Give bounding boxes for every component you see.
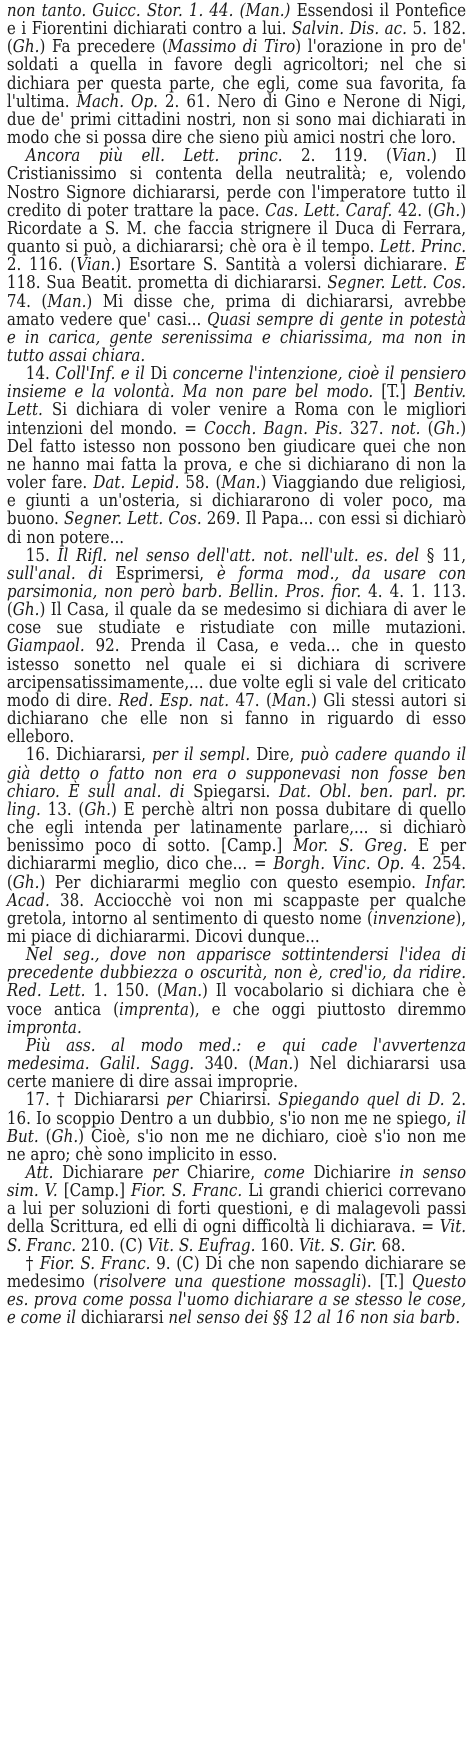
text-run: ) E perchè altri non possa dubitare di quello che egli intenda per latinamente parlare,... si dichiarò benissimo poco di sotto. [Camp.] (6, 799, 467, 857)
italic-text-run: concerne l'intenzione, cioè il pensiero insieme e la volontà. Ma non pare bel modo. (6, 364, 467, 403)
italic-text-run: Vit. S. Eufrag. (147, 1235, 256, 1256)
italic-text-run: Man. (271, 690, 311, 711)
text-run: 14. (25, 364, 56, 385)
italic-text-run: come (263, 1163, 305, 1183)
paragraph-note-seg (7, 946, 466, 1037)
italic-text-run: Dat. Obl. ben. parl. pr. ling. (6, 781, 467, 820)
text-run: ) Esortare S. Santità a volersi dichiarare. (115, 255, 456, 276)
italic-text-run: per il sempl. (152, 745, 251, 766)
italic-text-run: Coll'Inf. e il (55, 364, 145, 385)
text-run: Li grandi chierici correvano a lui per soluzioni di forti questioni, e di malagevoli passi della Scrittura, ed elli di ogni difficoltà li dichiarava. = (6, 1181, 467, 1238)
text-run: ) Del fatto istesso non possono ben giudicare quei che non ne hanno mai fatta la prova, e che si dichiarano di non la voler fare. (6, 418, 467, 494)
paragraph-2 (7, 147, 466, 365)
text-run: 4. 4. 1. 113. ( (6, 582, 467, 621)
italic-text-run: Lett. Princ. (379, 237, 467, 258)
italic-text-run: Quasi sempre di gente in potestà e in carica, gente serenissima e chiarissima, ma non in tutto assai chiara. (6, 309, 467, 366)
italic-text-run: sull'anal. di (6, 563, 103, 584)
italic-text-run: Gh. (51, 1126, 79, 1147)
italic-text-run: Man. (254, 1054, 294, 1075)
text-run: 16. Dichiararsi, (25, 745, 153, 766)
text-run: ( (420, 418, 434, 439)
text-run: 2. 61. Nero di Gino e Nerone di Nigi, due de' primi cittadini nostri, non si sono mai dichiarati in modo che si possa dire che sieno più amici nostri che loro. (6, 91, 467, 149)
italic-text-run: impronta. (6, 1017, 82, 1038)
text-run: ) Mi disse che, prima di dichiararsi, avrebbe amato vedere que' casi... (6, 291, 467, 330)
text-run: Spiegarsi. (184, 781, 279, 802)
italic-text-run: Segner. Lett. Cos. (327, 273, 467, 294)
italic-text-run: nel senso dei §§ 12 al 16 non sia barb. (168, 1308, 461, 1329)
italic-text-run: Fior. S. Franc. (130, 1181, 243, 1202)
italic-text-run: Gh. (84, 799, 111, 820)
italic-text-run: Cas. Lett. Caraf. (265, 200, 393, 221)
italic-text-run: Ancora più ell. Lett. princ. (25, 146, 283, 167)
italic-text-run: Nel seg., dove non apparisce sottintendersi l'idea di precedente dubbiezza o oscurità, non è, cred'io, da ridire. Red. Lett. (6, 945, 467, 1002)
text-run: ( (38, 1126, 52, 1147)
paragraph-fior (7, 1255, 466, 1328)
italic-text-run: Gh. (12, 37, 40, 58)
italic-text-run: Il Rifl. nel senso dell'att. not. nell'ult. es. del (57, 545, 420, 566)
text-run: 5. 182. ( (6, 19, 467, 58)
text-run: 269. Il Papa... con essi si dichiarò di non potere... (6, 509, 467, 548)
text-run: 13. ( (40, 799, 85, 820)
paragraph-section-14 (7, 365, 466, 547)
text-run: 160. (255, 1235, 299, 1256)
text-run: 68. (376, 1235, 406, 1256)
italic-text-run: per (166, 1090, 192, 1111)
text-run: ) Il Cristianissimo si contenta della neutralità; e, volendo Nostro Signore dichiararsi, perde con l'imperatore tutto il credito di poter trattare la pace. (6, 146, 467, 221)
italic-text-run: Vian. (76, 255, 116, 276)
italic-text-run: Mach. Op. (76, 91, 158, 112)
italic-text-run: Segner. Lett. Cos. (63, 509, 202, 530)
italic-text-run: Questo es. prova come possa l'uomo dichiarare a se stesso le cose, e come il (6, 1271, 467, 1329)
italic-text-run: Att. (25, 1163, 54, 1183)
italic-text-run: Bentiv. Lett. (6, 382, 467, 421)
italic-text-run: Più ass. al modo med.: e qui cade l'avvertenza medesima. Galil. Sagg. (6, 1035, 467, 1075)
text-run: 118. Sua Beatit. prometta di dichiararsi. (6, 273, 328, 294)
text-run: ) Il vocabolario si dichiara che è voce antica ( (6, 981, 467, 1020)
text-run: 2. 119. ( (282, 146, 392, 167)
text-run: 9. (C) Di che non sapendo dichiarare se medesimo ( (6, 1253, 467, 1292)
italic-text-run: Gh. (433, 418, 461, 439)
italic-text-run: Vit. S. Gir. (298, 1235, 377, 1256)
text-run: Dichiarare (53, 1163, 153, 1183)
italic-text-run: Infar. Acad. (6, 872, 467, 911)
italic-text-run: Massimo di Tiro (167, 37, 296, 58)
italic-text-run: Red. Esp. nat. (118, 690, 230, 711)
text-run: 58. ( (179, 473, 222, 494)
text-run: Essendosi il Pontefice e i Fiorentini dichiarati contro a lui. (6, 1, 467, 40)
text-run: 92. Prenda il Casa, e veda... che in questo istesso sonetto nel quale ei si dichiara di scrivere arcipensatissimamente,... due volte egli si vale del criticato modo di dire. (6, 636, 467, 711)
italic-text-run: Man. (47, 291, 87, 312)
text-run: ). [T.] (360, 1271, 413, 1292)
italic-text-run: imprenta (119, 999, 189, 1020)
italic-text-run: è forma mod., da usare con parsimonia, non però barb. Bellin. Pros. fior. (6, 563, 467, 602)
paragraph-att (7, 1164, 466, 1255)
text-run: ) Fa precedere ( (39, 37, 168, 58)
italic-text-run: Gh. (12, 872, 40, 893)
italic-text-run: il But. (6, 1108, 467, 1147)
paragraph-section-16 (7, 746, 466, 946)
text-run: 340. ( (194, 1054, 255, 1075)
text-run: Esprimersi, (102, 563, 217, 584)
italic-text-run: Gh. (12, 600, 40, 621)
italic-text-run: Man. (162, 981, 203, 1002)
italic-text-run: non tanto. Guicc. Stor. 1. 44. (Man.) (6, 1, 291, 21)
text-run: ) Il Casa, il quale da se medesimo si dichiara di aver le cose sue studiate e ristudiate con mille mutazioni. (6, 600, 467, 639)
text-run: 1. 150. ( (85, 981, 163, 1002)
text-run: 74. ( (6, 291, 48, 312)
italic-text-run: Giampaol. (6, 636, 85, 657)
paragraph-section-15 (7, 547, 466, 747)
text-run: dichiararsi (76, 1308, 169, 1329)
italic-text-run: Borgh. Vinc. Op. (273, 854, 405, 875)
italic-text-run: invenzione (372, 908, 456, 929)
italic-text-run: Cocch. Bagn. Pis. (204, 418, 343, 439)
text-run: ) Nel dichiararsi usa certe maniere di dire assai improprie. (6, 1054, 467, 1093)
text-run: 17. † Dichiararsi (25, 1090, 167, 1111)
text-run: ) Ricordate a S. M. che faccia strignere il Duca di Ferrara, quanto si può, a dichiararsi; chè ora è il tempo. (6, 200, 467, 258)
italic-text-run: Gh. (433, 200, 461, 221)
text-run: ) Cioè, s'io non me ne dichiaro, cioè s'io non me ne apro; chè sono implicito in esso. (6, 1126, 467, 1165)
italic-text-run: E (455, 255, 467, 276)
italic-text-run: not. (390, 418, 421, 439)
text-run: 4. 254. ( (6, 854, 467, 893)
text-run: ) Gli stessi autori si dichiarano che elle non si fanno in riguardo di esso elleboro. (6, 690, 467, 748)
text-run: § 11, (419, 545, 467, 566)
italic-text-run: Dat. Lepid. (93, 473, 180, 494)
text-run: 38. Acciocchè voi non mi scappaste per qualche gretola, intorno al sentimento di questo nome ( (6, 890, 467, 929)
text-run: 47. ( (229, 690, 272, 711)
text-run: Si dichiara di voler venire a Roma con le migliori intenzioni del mondo. = (6, 400, 467, 439)
text-run: 327. (342, 418, 391, 439)
italic-text-run: Spiegando quel di D. (278, 1090, 445, 1111)
text-run: Dichiarire (304, 1163, 400, 1183)
text-run: [T.] (373, 382, 414, 403)
text-run: ) Per dichiararmi meglio con questo esempio. (39, 872, 426, 893)
text-run: 2. 116. ( (6, 255, 77, 276)
text-run: ) Viaggiando due religiosi, e giunti a un'osteria, si dichiararono di voler poco, ma buono. (6, 473, 467, 530)
text-run: ), e che oggi piuttosto diremmo (188, 999, 467, 1020)
paragraph-section-17 (7, 1091, 466, 1164)
text-run: Chiarirsi. (191, 1090, 279, 1111)
italic-text-run: Vit. S. Franc. (6, 1217, 467, 1256)
text-run: † (25, 1253, 40, 1274)
italic-text-run: Salvin. Dis. ac. (291, 19, 407, 40)
text-run: 210. (C) (76, 1235, 148, 1256)
italic-text-run: può cadere quando il già detto o fatto non era o supponevasi non fosse ben chiaro. È sull anal. di (6, 745, 467, 802)
paragraph-note-ass (7, 1037, 466, 1091)
italic-text-run: Man. (221, 473, 261, 494)
text-run: ) l'orazione in pro de' soldati a quella in favore degli agricoltori; nel che si dichiara per questa parte, che egli, come sua favorita, fa l'ultima. (6, 37, 467, 112)
text-run: 15. (25, 545, 58, 566)
paragraph-1 (7, 2, 466, 147)
text-run: E per dichiararmi meglio, dico che... = (6, 836, 467, 875)
italic-text-run: Fior. S. Franc. (39, 1253, 151, 1274)
text-run: 42. ( (392, 200, 434, 221)
text-run: Chiarire, (178, 1163, 264, 1183)
text-run: 2. 16. Io scoppio Dentro a un dubbio, s'io non me ne spiego, (6, 1090, 467, 1129)
italic-text-run: risolvere una questione mossagli (98, 1271, 361, 1292)
text-run: ), mi piace di dichiararmi. Dicovi dunque... (6, 908, 467, 947)
text-run: [Camp.] (57, 1181, 131, 1202)
italic-text-run: per (152, 1163, 179, 1183)
italic-text-run: Mor. S. Greg. (293, 836, 408, 857)
text-run: Dire, (250, 745, 301, 766)
italic-text-run: Vian. (391, 146, 431, 167)
italic-text-run: in senso sim. V. (6, 1163, 467, 1202)
text-run: Di (144, 364, 173, 385)
